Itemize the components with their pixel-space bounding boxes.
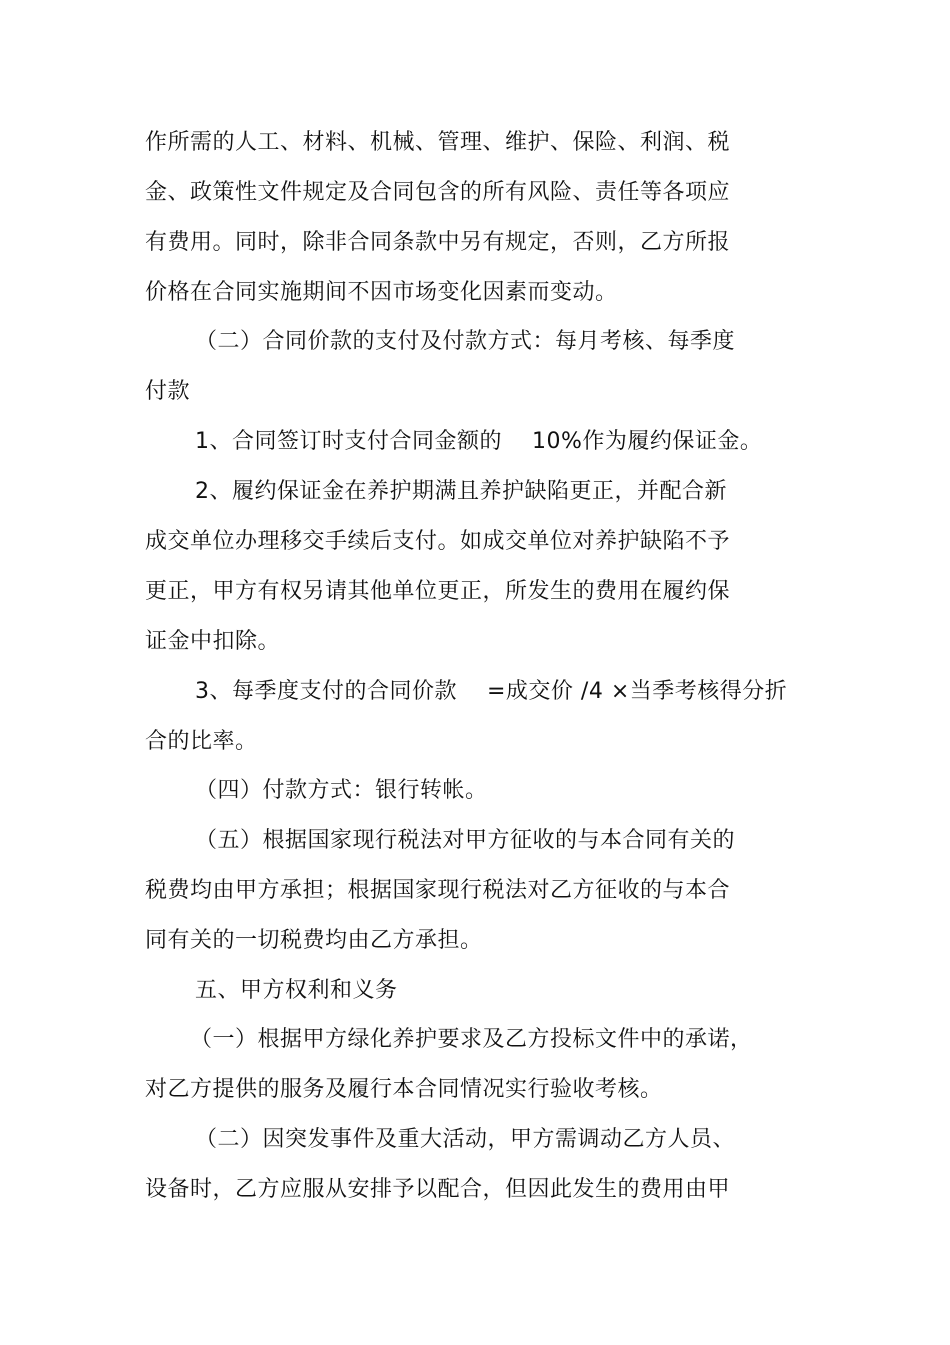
text-line: （五）根据国家现行税法对甲方征收的与本合同有关的 (195, 828, 736, 853)
text-line: 同有关的一切税费均由乙方承担。 (145, 928, 483, 953)
text-line: （二）合同价款的支付及付款方式：每月考核、每季度 (195, 329, 736, 354)
text-line: 证金中扣除。 (145, 629, 281, 654)
text-line: 价格在合同实施期间不因市场变化因素而变动。 (145, 280, 618, 305)
text-line: 3、每季度支付的合同价款 =成交价 /4 ×当季考核得分折 (195, 679, 788, 704)
text-line: 2、履约保证金在养护期满且养护缺陷更正，并配合新 (195, 479, 727, 504)
text-line: 有费用。同时，除非合同条款中另有规定，否则，乙方所报 (145, 230, 731, 255)
text-line: 成交单位办理移交手续后支付。如成交单位对养护缺陷不予 (145, 529, 731, 554)
text-line: （四）付款方式：银行转帐。 (195, 778, 488, 803)
text-line: 付款 (145, 379, 191, 404)
text-line: （二）因突发事件及重大活动，甲方需调动乙方人员、 (195, 1127, 736, 1152)
text-line: 税费均由甲方承担；根据国家现行税法对乙方征收的与本合 (145, 878, 731, 903)
text-line: 金、政策性文件规定及合同包含的所有风险、责任等各项应 (145, 180, 731, 205)
text-line: 对乙方提供的服务及履行本合同情况实行验收考核。 (145, 1077, 663, 1102)
text-line: 更正，甲方有权另请其他单位更正，所发生的费用在履约保 (145, 579, 731, 604)
section-heading: 五、甲方权利和义务 (195, 978, 398, 1003)
text-line: 设备时，乙方应服从安排予以配合，但因此发生的费用由甲 (145, 1177, 731, 1202)
text-line: 1、合同签订时支付合同金额的 10%作为履约保证金。 (195, 429, 763, 454)
text-line: 作所需的人工、材料、机械、管理、维护、保险、利润、税 (145, 130, 731, 155)
text-line: 合的比率。 (145, 729, 258, 754)
text-line: （一）根据甲方绿化养护要求及乙方投标文件中的承诺， (190, 1027, 753, 1052)
